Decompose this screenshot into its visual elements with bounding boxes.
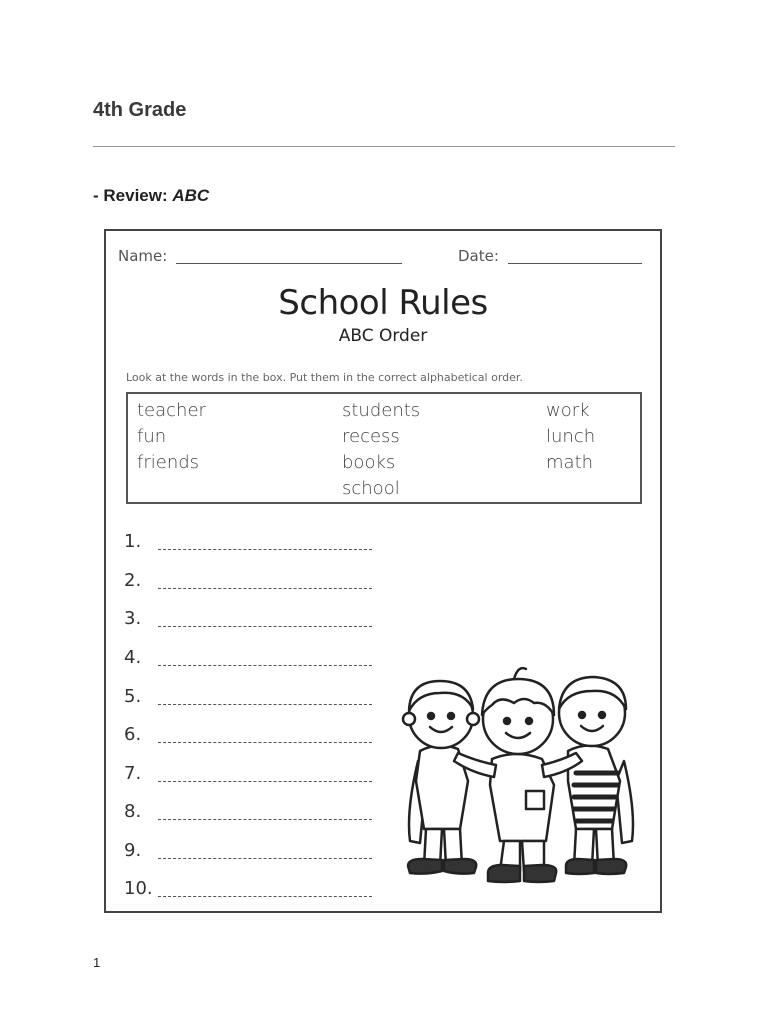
- answer-number: 2.: [124, 570, 142, 591]
- word: lunch: [546, 426, 596, 447]
- answer-line: [158, 781, 372, 782]
- answer-line: [158, 588, 372, 589]
- right-kid-figure: [559, 677, 633, 874]
- answer-number: 10.: [124, 878, 153, 899]
- word: friends: [137, 452, 200, 473]
- word: work: [546, 400, 590, 421]
- date-line: [508, 263, 642, 264]
- review-topic: ABC: [172, 186, 210, 205]
- answer-line: [158, 819, 372, 820]
- answer-line: [158, 896, 372, 897]
- answer-number: 6.: [124, 724, 142, 745]
- answer-number: 4.: [124, 647, 142, 668]
- review-heading: [93, 186, 209, 206]
- answer-number: 3.: [124, 608, 142, 629]
- word: teacher: [137, 400, 206, 421]
- answer-number: 1.: [124, 531, 142, 552]
- word: school: [342, 478, 400, 499]
- answer-number: 9.: [124, 840, 142, 861]
- answer-number: 8.: [124, 801, 142, 822]
- grade-heading: 4th Grade: [93, 99, 187, 121]
- answer-number: 7.: [124, 763, 142, 784]
- review-prefix: - Review:: [93, 186, 168, 205]
- word-box: [126, 392, 642, 504]
- name-line: [176, 263, 402, 264]
- answer-line: [158, 665, 372, 666]
- worksheet-image: [104, 229, 662, 913]
- answer-line: [158, 549, 372, 550]
- answer-line: [158, 858, 372, 859]
- date-label: Date:: [458, 247, 499, 265]
- page-number: 1: [93, 955, 101, 970]
- left-kid-figure: [403, 681, 479, 874]
- word: math: [546, 452, 594, 473]
- answer-line: [158, 742, 372, 743]
- answer-number: 5.: [124, 686, 142, 707]
- name-label: Name:: [118, 247, 168, 265]
- worksheet-subtitle: ABC Order: [338, 326, 428, 346]
- word: fun: [137, 426, 167, 447]
- word: books: [342, 452, 396, 473]
- word: recess: [342, 426, 400, 447]
- word: students: [342, 400, 421, 421]
- instructions: Look at the words in the box. Put them in the correct alphabetical order.: [126, 371, 523, 384]
- worksheet-title: School Rules: [278, 283, 488, 323]
- answer-line: [158, 704, 372, 705]
- divider: [93, 146, 675, 147]
- answer-line: [158, 626, 372, 627]
- kids-illustration: [396, 661, 646, 896]
